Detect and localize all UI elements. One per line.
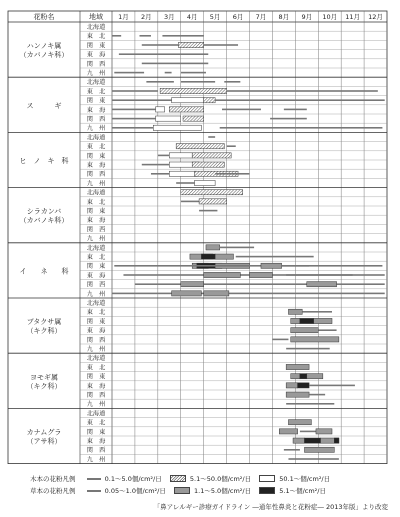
region-label: 関 西 xyxy=(86,171,106,179)
pollen-bar-thin xyxy=(220,247,254,249)
header-pollen: 花粉名 xyxy=(33,13,55,21)
pollen-name: ス ギ xyxy=(26,101,62,110)
pollen-bar-thin xyxy=(181,81,215,83)
pollen-bar-thin xyxy=(309,394,325,396)
pollen-bar-thin xyxy=(282,265,310,267)
region-label: 関 西 xyxy=(86,116,106,123)
pollen-bar-thin xyxy=(114,265,382,267)
region-label: 東 北 xyxy=(86,198,106,206)
month-label: 7月 xyxy=(255,13,267,21)
region-label: 関 西 xyxy=(86,447,106,455)
month-label: 1月 xyxy=(118,13,129,21)
region-label: 東 北 xyxy=(86,254,106,261)
pollen-name: （カバノキ科） xyxy=(19,216,69,225)
pollen-bar-white xyxy=(195,180,216,185)
pollen-bar-thin xyxy=(309,385,355,387)
pollen-bar-thin xyxy=(286,348,330,350)
region-label: 東 海 xyxy=(86,272,106,280)
pollen-bar-gray xyxy=(293,438,304,443)
region-label: 北海道 xyxy=(86,189,106,197)
pollen-bar-thin xyxy=(286,403,334,405)
pollen-bar-hatch xyxy=(199,199,227,204)
month-label: 4月 xyxy=(186,13,198,21)
pollen-bar-thin xyxy=(112,99,172,101)
pollen-bar-thin xyxy=(284,109,307,111)
pollen-bar-thin xyxy=(119,53,208,55)
pollen-bar-hatch xyxy=(181,190,243,195)
pollen-bar-thin xyxy=(181,72,206,74)
month-label: 3月 xyxy=(163,13,175,21)
region-label: 北海道 xyxy=(86,410,106,418)
legend-woody xyxy=(30,474,330,483)
region-label: 東 海 xyxy=(86,162,106,169)
region-label: 九 州 xyxy=(86,70,106,77)
legend-thin-swatch-2 xyxy=(87,490,101,492)
pollen-name: ハンノキ属 xyxy=(26,42,62,51)
legend-gray-swatch xyxy=(174,487,190,494)
pollen-bar-hatch xyxy=(192,162,224,167)
month-label: 5月 xyxy=(209,13,221,21)
pollen-bar-gray xyxy=(286,392,309,397)
region-label: 関 東 xyxy=(86,263,106,271)
pollen-bar-hatch xyxy=(176,144,224,149)
region-label: 東 北 xyxy=(86,364,106,372)
pollen-bar-thin xyxy=(286,274,352,276)
region-label: 東 海 xyxy=(86,327,106,335)
pollen-bar-black xyxy=(334,438,339,443)
pollen-name: （アサ科） xyxy=(26,437,62,446)
legend-herb-2: 1.1〜5.0個/cm²/日 xyxy=(194,487,252,495)
region-label: 九 州 xyxy=(86,125,106,133)
pollen-bar-thin xyxy=(112,293,385,295)
pollen-name: シラカンバ xyxy=(26,207,62,216)
table-frame xyxy=(8,11,387,464)
pollen-bar-gray xyxy=(286,383,297,388)
pollen-bar-gray xyxy=(291,374,300,379)
pollen-bar-white xyxy=(156,107,165,112)
pollen-bar-thin xyxy=(135,283,385,285)
legend-hatch-swatch xyxy=(170,475,186,482)
region-label: 東 北 xyxy=(86,309,106,317)
region-label: 東 海 xyxy=(86,217,106,225)
pollen-bar-thin xyxy=(142,63,208,65)
pollen-bar-gray xyxy=(307,282,337,287)
region-label: 東 北 xyxy=(86,88,106,96)
month-label: 2月 xyxy=(141,13,152,21)
pollen-name: （カバノキ科） xyxy=(19,51,69,60)
pollen-bar-thin xyxy=(158,155,169,157)
region-label: 関 東 xyxy=(86,428,106,436)
legend-white-swatch xyxy=(259,475,275,482)
region-label: 関 西 xyxy=(86,60,106,68)
pollen-bar-gray xyxy=(307,374,323,379)
region-label: 九 州 xyxy=(86,456,106,464)
pollen-bar-gray xyxy=(288,420,311,425)
pollen-bar-hatch xyxy=(183,116,204,121)
pollen-bar-thin xyxy=(215,99,385,101)
month-label: 12月 xyxy=(368,13,383,21)
pollen-name: ヨモギ属 xyxy=(30,373,58,382)
pollen-bar-thin xyxy=(114,72,144,74)
legend-herb-label: 草本の花粉凡例 xyxy=(30,487,76,495)
month-label: 10月 xyxy=(322,13,338,21)
pollen-bar-gray xyxy=(314,318,332,323)
region-label: 九 州 xyxy=(86,290,106,298)
pollen-bar-gray xyxy=(181,282,204,287)
region-label: 東 北 xyxy=(86,143,106,151)
legend-woody-2: 5.1〜50.0個/cm²/日 xyxy=(189,475,252,483)
pollen-bar-thin xyxy=(288,458,338,460)
region-label: 九 州 xyxy=(86,346,106,353)
pollen-bar-thin xyxy=(215,173,249,175)
region-label: 関 西 xyxy=(86,281,106,289)
pollen-bar-thin xyxy=(151,173,169,175)
pollen-bar-thin xyxy=(208,136,215,138)
pollen-bar-gray xyxy=(288,309,302,314)
pollen-bar-gray xyxy=(215,254,233,259)
pollen-bar-thin xyxy=(227,145,236,147)
region-label: 関 西 xyxy=(86,226,106,234)
pollen-bar-black xyxy=(300,374,307,379)
month-label: 11月 xyxy=(345,13,361,21)
region-label: 北海道 xyxy=(86,244,106,252)
pollen-bar-white xyxy=(153,125,201,130)
pollen-bar-thin xyxy=(199,210,217,212)
pollen-bar-thin xyxy=(272,339,288,341)
region-label: 関 東 xyxy=(86,318,106,326)
pollen-bar-gray xyxy=(204,291,229,296)
month-label: 9月 xyxy=(301,13,313,21)
region-label: 北海道 xyxy=(86,79,106,87)
region-label: 東 海 xyxy=(86,382,106,390)
legend-black-swatch xyxy=(259,487,275,494)
pollen-bar-thin xyxy=(112,118,156,120)
legend-woody-label: 木本の花粉凡例 xyxy=(30,475,76,483)
pollen-bar-thin xyxy=(227,90,378,92)
region-label: 北海道 xyxy=(86,300,106,307)
legend-thin-swatch xyxy=(87,478,101,480)
pollen-bar-gray xyxy=(316,429,332,434)
region-label: 関 東 xyxy=(86,42,106,50)
pollen-bar-thin xyxy=(302,311,332,313)
pollen-name: カナムグラ xyxy=(26,428,62,437)
pollen-bar-white xyxy=(169,153,192,158)
pollen-bar-black xyxy=(298,383,309,388)
pollen-bar-thin xyxy=(140,35,151,37)
region-label: 北海道 xyxy=(86,134,106,142)
pollen-bar-gray xyxy=(305,447,335,452)
month-label: 6月 xyxy=(232,13,244,21)
pollen-bar-thin xyxy=(222,109,261,111)
pollen-bar-gray xyxy=(172,291,202,296)
pollen-bar-gray xyxy=(204,272,241,277)
legend-herb-3: 5.1〜個/cm²/日 xyxy=(279,487,326,495)
pollen-bar-hatch xyxy=(178,42,203,47)
legend-herb xyxy=(30,486,326,495)
pollen-bar-thin xyxy=(236,256,314,258)
pollen-name: イ ネ 科 xyxy=(19,267,69,276)
region-label: 関 西 xyxy=(86,392,106,399)
header-region: 地域 xyxy=(89,13,103,21)
pollen-bar-gray xyxy=(291,318,300,323)
pollen-bar-thin xyxy=(142,164,170,166)
region-label: 関 東 xyxy=(86,373,106,381)
pollen-name: （キク科） xyxy=(26,382,62,391)
pollen-bar-gray xyxy=(206,245,220,250)
pollen-bar-white xyxy=(172,98,204,103)
pollen-bar-thin xyxy=(112,90,158,92)
region-label: 関 東 xyxy=(86,97,106,105)
region-label: 東 北 xyxy=(86,419,106,427)
pollen-bar-thin xyxy=(112,127,153,129)
pollen-bar-black xyxy=(305,438,321,443)
pollen-bar-white xyxy=(169,171,197,176)
region-label: 東 海 xyxy=(86,106,106,114)
pollen-bar-thin xyxy=(165,72,172,74)
pollen-bar-thin xyxy=(220,127,383,129)
pollen-bar-thin xyxy=(224,81,240,83)
source-note: 「鼻アレルギー診療ガイドライン ―通年性鼻炎と花粉症― 2013年版」より改変 xyxy=(153,503,388,511)
pollen-bar-gray xyxy=(291,337,339,342)
legend-woody-1: 0.1〜5.0個/cm²/日 xyxy=(104,475,162,483)
legend-herb-1: 0.05〜1.0個/cm²/日 xyxy=(104,487,166,495)
pollen-bar-hatch xyxy=(192,153,231,158)
pollen-bar-thin xyxy=(146,81,174,83)
region-label: 東 海 xyxy=(86,438,106,445)
region-label: 東 海 xyxy=(86,51,106,59)
month-label: 8月 xyxy=(278,13,290,21)
pollen-bar-thin xyxy=(112,35,121,37)
pollen-bar-thin xyxy=(181,201,199,203)
region-label: 九 州 xyxy=(86,180,106,188)
pollen-bar-white xyxy=(156,116,181,121)
region-label: 九 州 xyxy=(86,235,106,243)
pollen-bar-thin xyxy=(284,449,300,451)
pollen-bar-gray xyxy=(286,364,309,369)
pollen-name: ブタクサ属 xyxy=(26,318,62,327)
pollen-bar-gray xyxy=(291,328,319,333)
pollen-name: ヒ ノ キ 科 xyxy=(19,157,69,165)
pollen-bar-thin xyxy=(162,35,203,37)
pollen-bar-black xyxy=(201,254,215,259)
pollen-bar-gray xyxy=(250,272,273,277)
region-label: 北海道 xyxy=(86,24,106,31)
pollen-bar-thin xyxy=(112,109,156,111)
pollen-bar-gray xyxy=(261,263,282,268)
region-label: 関 東 xyxy=(86,208,106,215)
pollen-bar-thin xyxy=(318,329,336,331)
legend-woody-3: 50.1〜個/cm²/日 xyxy=(279,475,331,483)
region-label: 九 州 xyxy=(86,401,106,409)
pollen-bar-thin xyxy=(176,182,194,184)
region-label: 北海道 xyxy=(86,355,106,363)
pollen-bar-hatch xyxy=(169,107,203,112)
region-label: 関 東 xyxy=(86,152,106,160)
pollen-name: （キク科） xyxy=(26,327,62,336)
pollen-bar-hatch xyxy=(160,88,226,93)
region-label: 東 北 xyxy=(86,33,106,41)
region-label: 関 西 xyxy=(86,336,106,344)
pollen-bar-thin xyxy=(270,118,307,120)
pollen-bar-hatch xyxy=(204,98,215,103)
pollen-bar-gray xyxy=(279,429,297,434)
pollen-bar-black xyxy=(300,318,314,323)
